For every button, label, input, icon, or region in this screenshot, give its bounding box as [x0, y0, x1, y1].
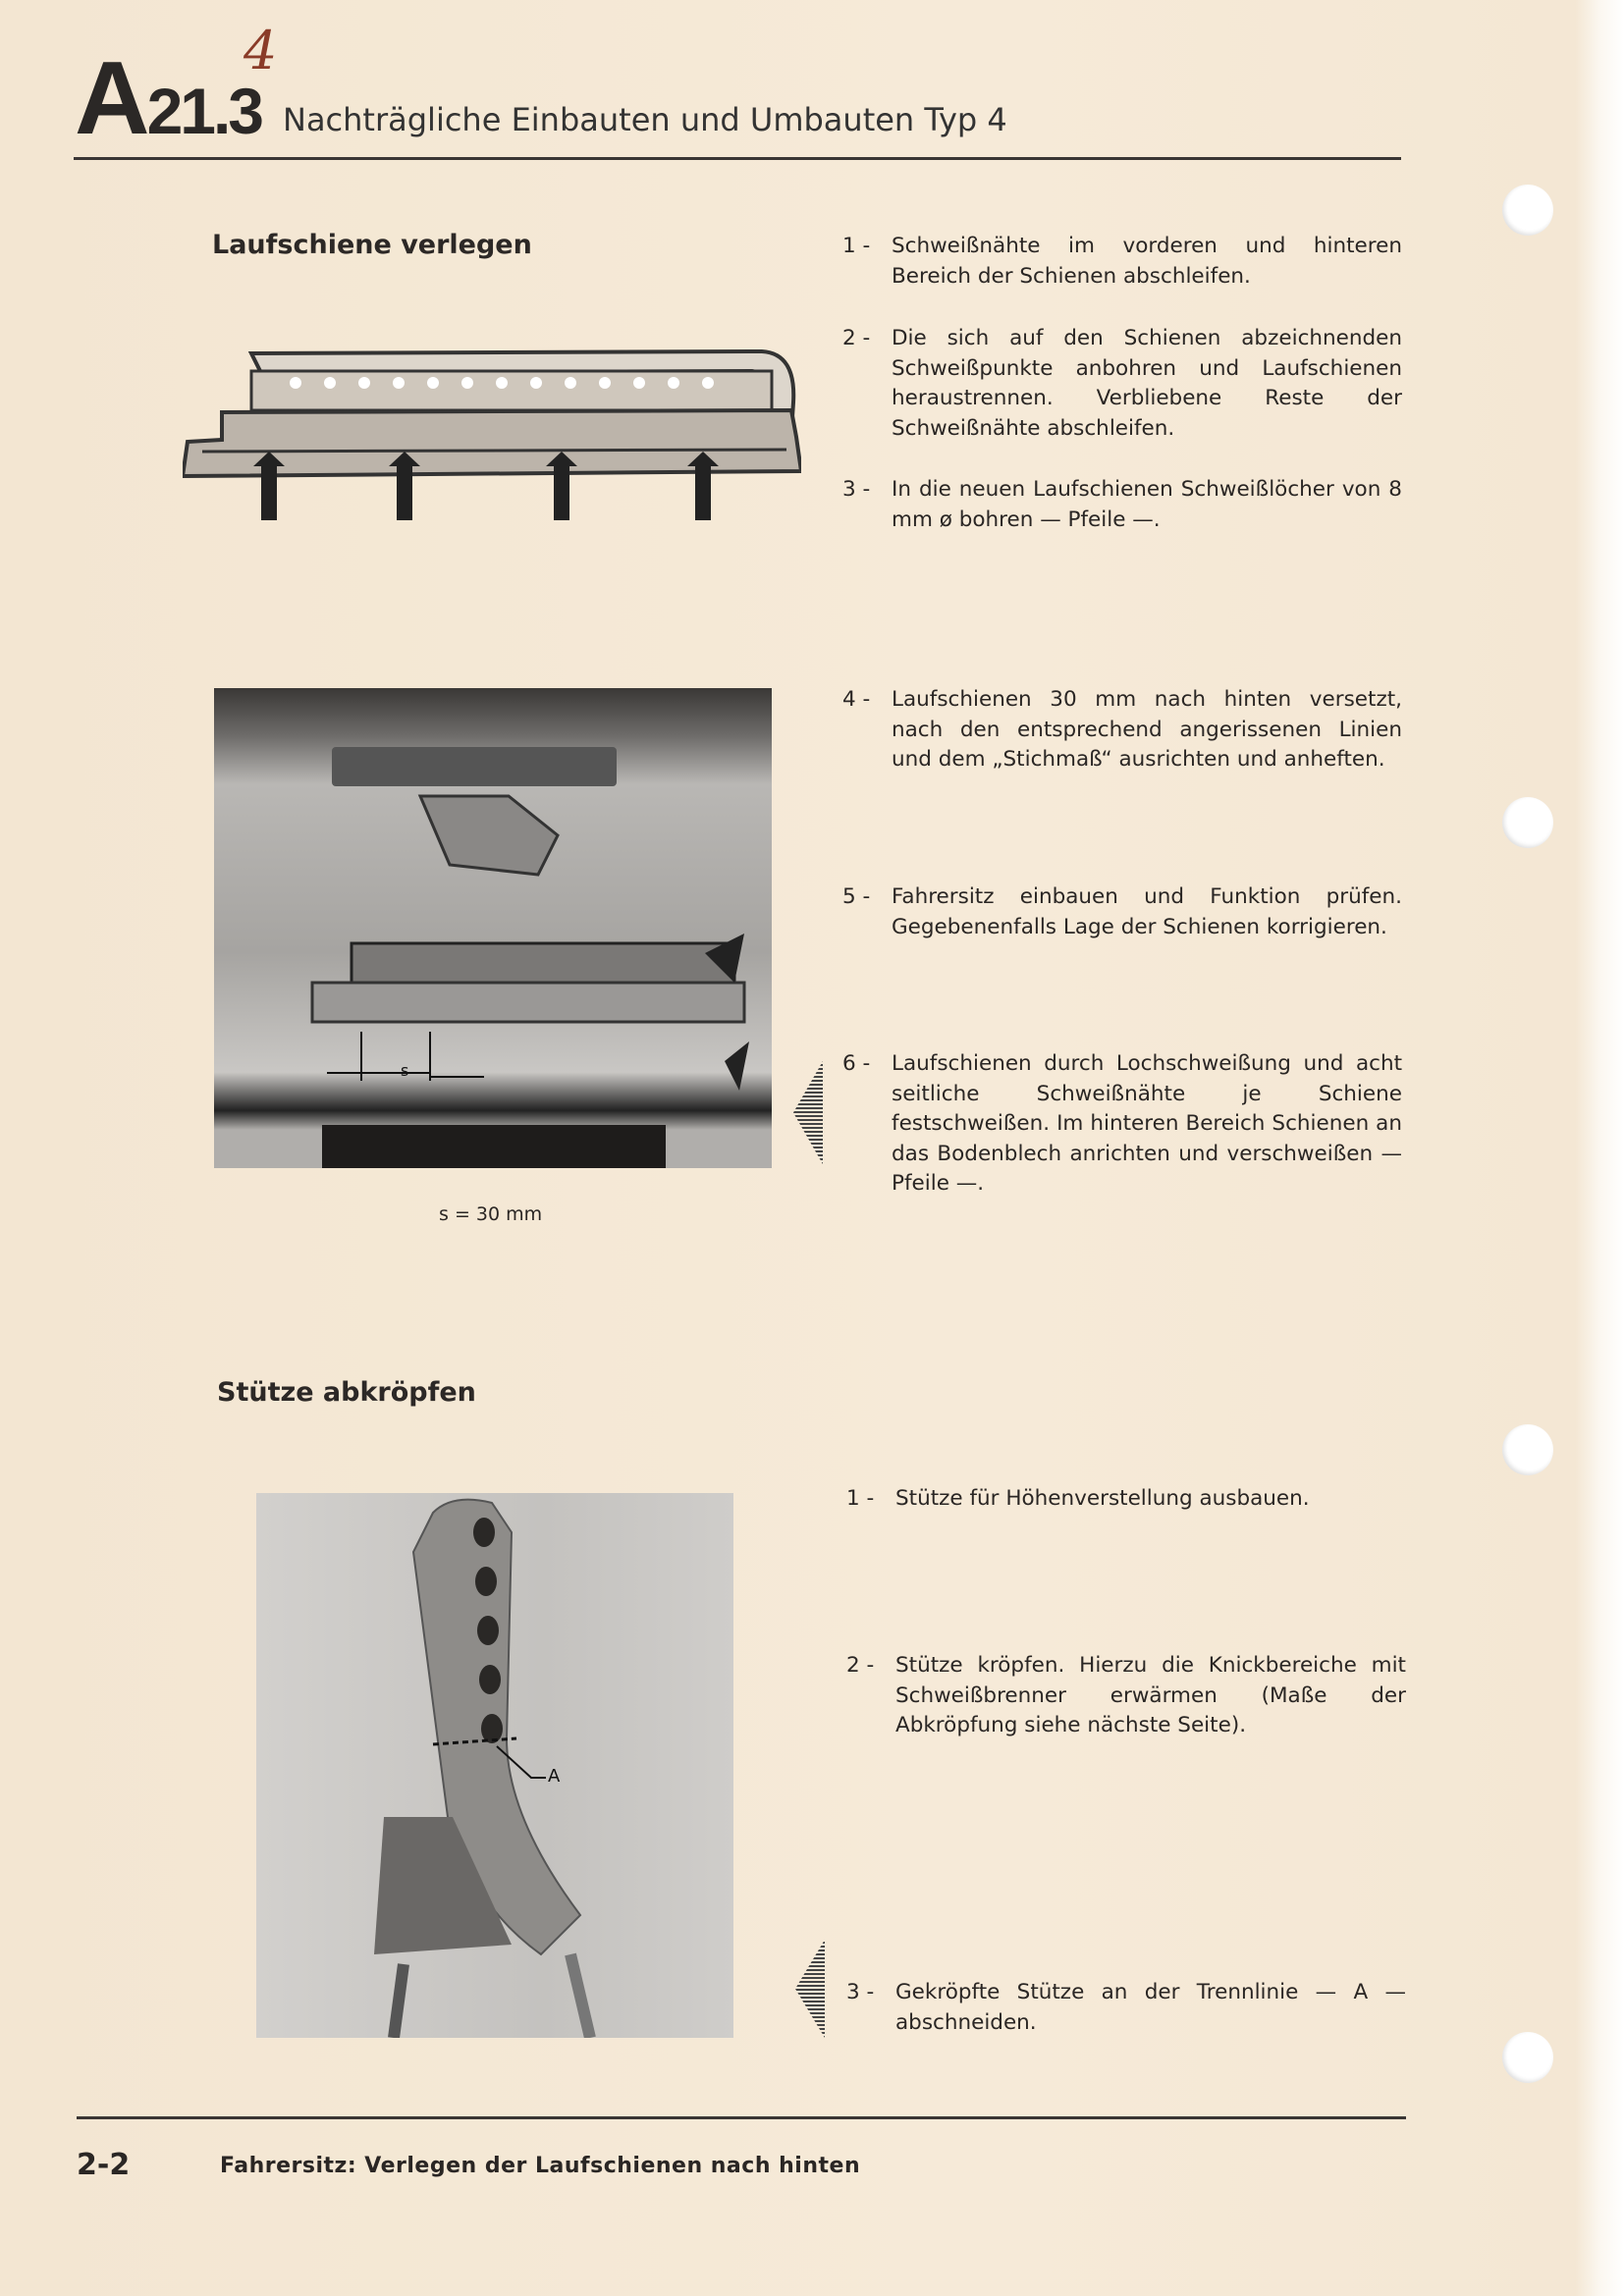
step-5	[842, 882, 1402, 942]
photo-caption: s = 30 mm	[439, 1203, 543, 1225]
section-title-stuetze: Stütze abkröpfen	[217, 1377, 476, 1408]
step-text: Schweißnähte im vorderen und hinteren Bereich der Schienen abschleifen.	[892, 234, 1402, 289]
photo-pointer-icon	[795, 1940, 825, 2038]
footer-rule	[77, 2116, 1406, 2119]
step-number: 2 -	[846, 1653, 875, 1678]
step-text: Laufschienen durch Lochschweißung und acht seitliche Schweißnähte je Schiene festschweißen. Im hinteren Bereich Schienen an das Bodenblech anrichten und verschweißen — Pfeile —.	[892, 1051, 1402, 1196]
code-letter: A	[75, 40, 147, 156]
footer-title: Fahrersitz: Verlegen der Laufschienen nach hinten	[220, 2154, 861, 2178]
dimension-label-s: s	[401, 1061, 409, 1080]
step-text: Gekröpfte Stütze an der Trennlinie — A — abschneiden.	[895, 1980, 1406, 2035]
step-text: Stütze für Höhenverstellung ausbauen.	[895, 1486, 1310, 1511]
step-3	[846, 1978, 1406, 2038]
step-2	[846, 1651, 1406, 1741]
binder-hole	[1502, 185, 1553, 236]
step-6	[842, 1049, 1402, 1200]
step-number: 4 -	[842, 687, 871, 712]
binder-hole	[1502, 1424, 1553, 1475]
step-number: 5 -	[842, 884, 871, 909]
step-3	[842, 475, 1402, 535]
step-text: Stütze kröpfen. Hierzu die Knickbereiche mit Schweißbrenner erwärmen (Maße der Abkröpfung siehe nächste Seite).	[895, 1653, 1406, 1737]
page-number: 2-2	[77, 2148, 131, 2182]
step-4	[842, 685, 1402, 775]
binder-hole	[1502, 797, 1553, 848]
step-text: Die sich auf den Schienen abzeichnenden Schweißpunkte anbohren und Laufschienen heraustrennen. Verbliebene Reste der Schweißnähte abschleifen.	[892, 326, 1402, 441]
step-1	[846, 1484, 1406, 1515]
rail-drawing	[183, 344, 801, 525]
section-code	[75, 39, 261, 158]
page-title: Nachträgliche Einbauten und Umbauten Typ 4	[283, 101, 1007, 138]
handwritten-correction: 4	[244, 20, 278, 81]
step-number: 1 -	[846, 1486, 875, 1511]
cut-line-label-a: A	[548, 1766, 561, 1787]
rail-photo	[214, 688, 772, 1168]
step-number: 6 -	[842, 1051, 871, 1076]
step-number: 3 -	[846, 1980, 875, 2004]
section-title-laufschiene: Laufschiene verlegen	[212, 230, 532, 260]
step-text: Fahrersitz einbauen und Funktion prüfen. Gegebenenfalls Lage der Schienen korrigieren.	[892, 884, 1402, 939]
step-number: 3 -	[842, 477, 871, 502]
step-1	[842, 232, 1402, 292]
binder-hole	[1502, 2032, 1553, 2083]
step-2	[842, 324, 1402, 444]
step-text: In die neuen Laufschienen Schweißlöcher von 8 mm ø bohren — Pfeile —.	[892, 477, 1402, 532]
header-rule	[74, 157, 1401, 160]
step-number: 2 -	[842, 326, 871, 350]
step-text: Laufschienen 30 mm nach hinten versetzt, nach den entsprechend angerissenen Linien und dem „Stichmaß“ ausrichten und anheften.	[892, 687, 1402, 772]
code-number: 21.3	[146, 75, 262, 147]
step-number: 1 -	[842, 234, 871, 258]
photo-pointer-icon	[793, 1061, 823, 1164]
support-photo	[256, 1493, 733, 2038]
